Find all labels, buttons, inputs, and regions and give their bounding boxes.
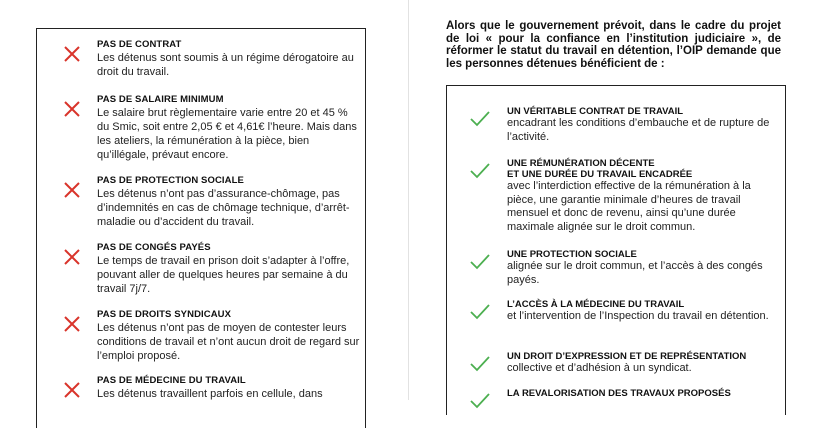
check-icon bbox=[469, 355, 491, 373]
left-panel bbox=[36, 28, 366, 428]
item-body: Les détenus travaillent parfois en cellule, dans bbox=[97, 388, 323, 400]
item-body: avec l’interdiction effective de la rémunération à la pièce, une garantie minimale d’heures de travail mensuel et donc de revenu, ainsi qu’une durée maximale alignée sur le droit commun. bbox=[507, 180, 751, 233]
item-body: collective et d’adhésion à un syndicat. bbox=[507, 362, 692, 374]
cross-icon bbox=[63, 248, 81, 266]
check-icon bbox=[469, 253, 491, 271]
item-body: Les détenus n’ont pas de moyen de contester leurs conditions de travail et n’ont aucun droit de regard sur l’emploi proposé. bbox=[97, 322, 360, 362]
cross-icon bbox=[63, 181, 81, 199]
item-body: et l’intervention de l’Inspection du travail en détention. bbox=[507, 310, 769, 322]
item-body: encadrant les conditions d’embauche et de rupture de l’activité. bbox=[507, 117, 770, 143]
item-title: PAS DE SALAIRE MINIMUM bbox=[97, 94, 224, 105]
item-title: PAS DE MÉDECINE DU TRAVAIL bbox=[97, 375, 246, 386]
item-title: PAS DE CONTRAT bbox=[97, 39, 182, 50]
item-title: LA REVALORISATION DES TRAVAUX PROPOSÉS bbox=[507, 388, 731, 399]
cross-icon bbox=[63, 45, 81, 63]
item-title: UN VÉRITABLE CONTRAT DE TRAVAIL bbox=[507, 106, 684, 117]
item-body: Le salaire brut règlementaire varie entre 20 et 45 % du Smic, soit entre 2,05 € et 4,61€ l’heure. Mais dans les ateliers, la rémunération à la pièce, bien qu’illégale, prévaut encore. bbox=[97, 107, 357, 161]
item-title: PAS DE DROITS SYNDICAUX bbox=[97, 309, 232, 320]
item-body: alignée sur le droit commun, et l’accès à des congés payés. bbox=[507, 260, 763, 286]
check-icon bbox=[469, 392, 491, 410]
check-icon bbox=[469, 303, 491, 321]
item-title-line2: ET UNE DURÉE DU TRAVAIL ENCADRÉE bbox=[507, 169, 693, 180]
item-body: Les détenus n’ont pas d’assurance-chômage, pas d’indemnités en cas de chômage technique, d’arrêt-maladie ou d’accident du travail. bbox=[97, 188, 350, 228]
cross-icon bbox=[63, 315, 81, 333]
check-icon bbox=[469, 162, 491, 180]
intro-paragraph: Alors que le gouvernement prévoit, dans le cadre du projet de loi « pour la confiance en l’institution judiciaire », de réformer le statut du travail en détention, l’OIP demande que les personnes détenues bénéficient de : bbox=[446, 20, 781, 70]
item-title: L’ACCÈS À LA MÉDECINE DU TRAVAIL bbox=[507, 299, 685, 310]
page-divider bbox=[408, 0, 409, 400]
item-title: UNE RÉMUNÉRATION DÉCENTE bbox=[507, 158, 655, 169]
item-body: Le temps de travail en prison doit s’adapter à l’offre, pouvant aller de quelques heures par semaine à du travail 7j/7. bbox=[97, 255, 350, 295]
item-title: PAS DE PROTECTION SOCIALE bbox=[97, 175, 244, 186]
check-icon bbox=[469, 110, 491, 128]
cross-icon bbox=[63, 100, 81, 118]
item-title: PAS DE CONGÉS PAYÉS bbox=[97, 242, 211, 253]
item-title: UNE PROTECTION SOCIALE bbox=[507, 249, 637, 260]
cross-icon bbox=[63, 381, 81, 399]
item-body: Les détenus sont soumis à un régime dérogatoire au droit du travail. bbox=[97, 52, 354, 78]
right-panel bbox=[446, 85, 786, 415]
item-title: UN DROIT D’EXPRESSION ET DE REPRÉSENTATION bbox=[507, 351, 747, 362]
